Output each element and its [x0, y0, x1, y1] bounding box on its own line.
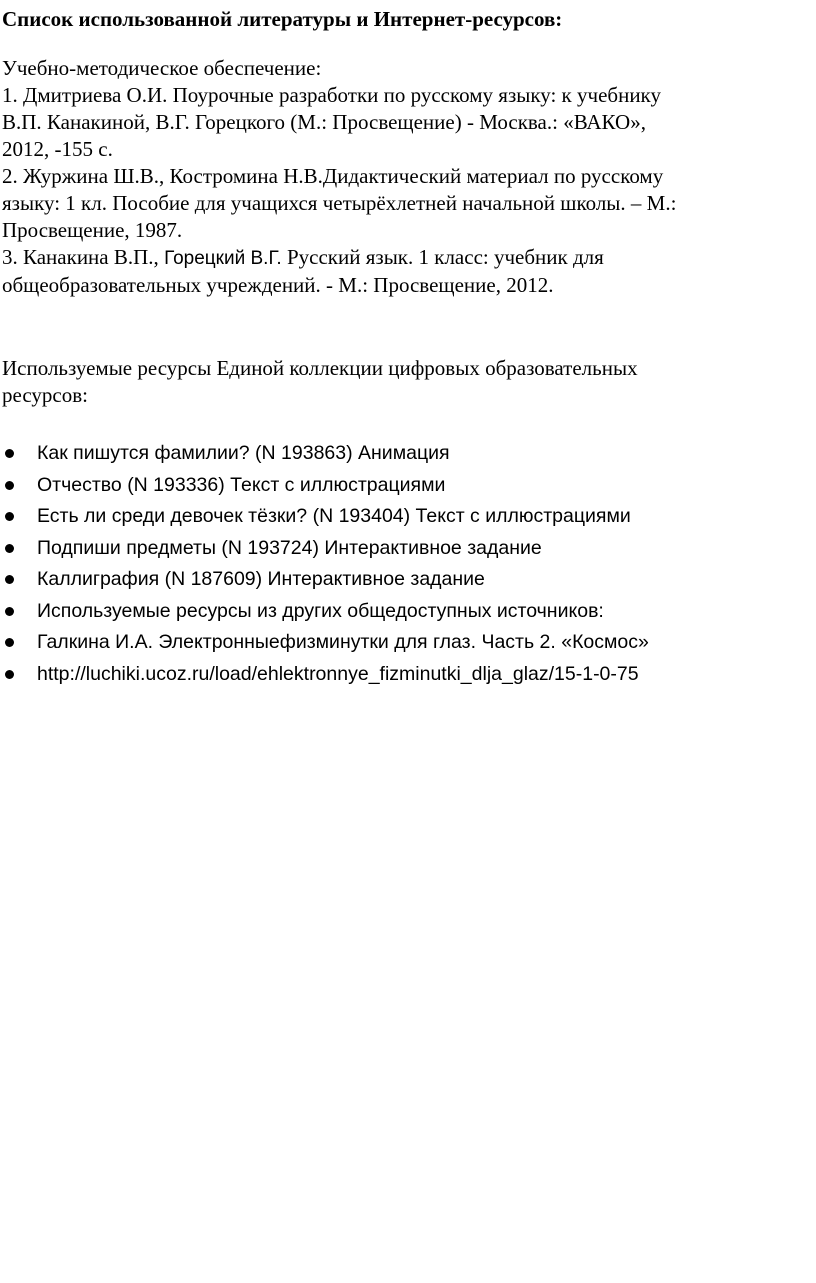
reference-2-line-2: языку: 1 кл. Пособие для учащихся четырёхлетней начальной школы. – М.: — [2, 191, 677, 215]
list-item — [0, 564, 810, 596]
resource-list — [0, 438, 810, 690]
bullet-icon — [5, 638, 14, 647]
reference-item-2 — [2, 163, 802, 244]
list-item — [0, 438, 810, 470]
digital-section-heading — [2, 355, 802, 409]
reference-item-1 — [2, 82, 802, 163]
resource-item-text: Отчество (N 193336) Текст с иллюстрациями — [37, 473, 446, 496]
reference-3-title: Русский язык. 1 класс: учебник для — [286, 245, 604, 269]
list-item — [0, 470, 810, 502]
reference-1-line-2: В.П. Канакиной, В.Г. Горецкого (М.: Просвещение) - Москва.: «ВАКО», — [2, 110, 646, 134]
methodical-heading: Учебно-методическое обеспечение: — [2, 56, 322, 80]
resource-item-text: Используемые ресурсы из других общедоступных источников: — [37, 599, 604, 622]
reference-3-authors-sans: Горецкий В.Г. — [158, 248, 287, 269]
reference-3-authors-start: 3. Канакина В.П., — [2, 245, 159, 269]
list-item — [0, 533, 810, 565]
reference-item-3 — [2, 244, 802, 299]
resource-item-text: Каллиграфия (N 187609) Интерактивное задание — [37, 568, 485, 590]
list-item — [0, 627, 810, 659]
bullet-icon — [5, 670, 14, 679]
bullet-icon — [5, 481, 14, 490]
bullet-icon — [5, 512, 14, 521]
bullet-icon — [5, 575, 14, 584]
resource-item-text: Подпиши предметы (N 193724) Интерактивное задание — [37, 536, 542, 559]
methodical-section — [2, 55, 802, 299]
list-item — [0, 501, 810, 533]
resource-item-text: Как пишутся фамилии? (N 193863) Анимация — [37, 442, 450, 464]
resource-item-text: Галкина И.А. Электронныефизминутки для глаз. Часть 2. «Космос» — [37, 631, 649, 653]
list-item — [0, 596, 810, 628]
list-item — [0, 659, 810, 691]
reference-1-line-3: 2012, -155 с. — [2, 137, 113, 161]
bullet-icon — [5, 449, 14, 458]
bullet-icon — [5, 607, 14, 616]
reference-1-line-1: 1. Дмитриева О.И. Поурочные разработки по русскому языку: к учебнику — [2, 83, 661, 107]
page-title: Список использованной литературы и Интернет-ресурсов: — [2, 7, 563, 31]
reference-3-line-2: общеобразовательных учреждений. - М.: Просвещение, 2012. — [2, 273, 554, 297]
resource-url-text: http://luchiki.ucoz.ru/load/ehlektronnye_fizminutki_dlja_glaz/15-1-0-75 — [37, 662, 639, 685]
digital-heading-line-1: Используемые ресурсы Единой коллекции цифровых образовательных — [2, 356, 638, 380]
bullet-icon — [5, 544, 14, 553]
reference-2-line-3: Просвещение, 1987. — [2, 218, 183, 242]
reference-3-line-1 — [2, 244, 802, 272]
resource-item-text: Есть ли среди девочек тёзки? (N 193404) Текст с иллюстрациями — [37, 505, 631, 527]
reference-2-line-1: 2. Журжина Ш.В., Костромина Н.В.Дидактический материал по русскому — [2, 164, 664, 188]
digital-heading-line-2: ресурсов: — [2, 383, 88, 407]
